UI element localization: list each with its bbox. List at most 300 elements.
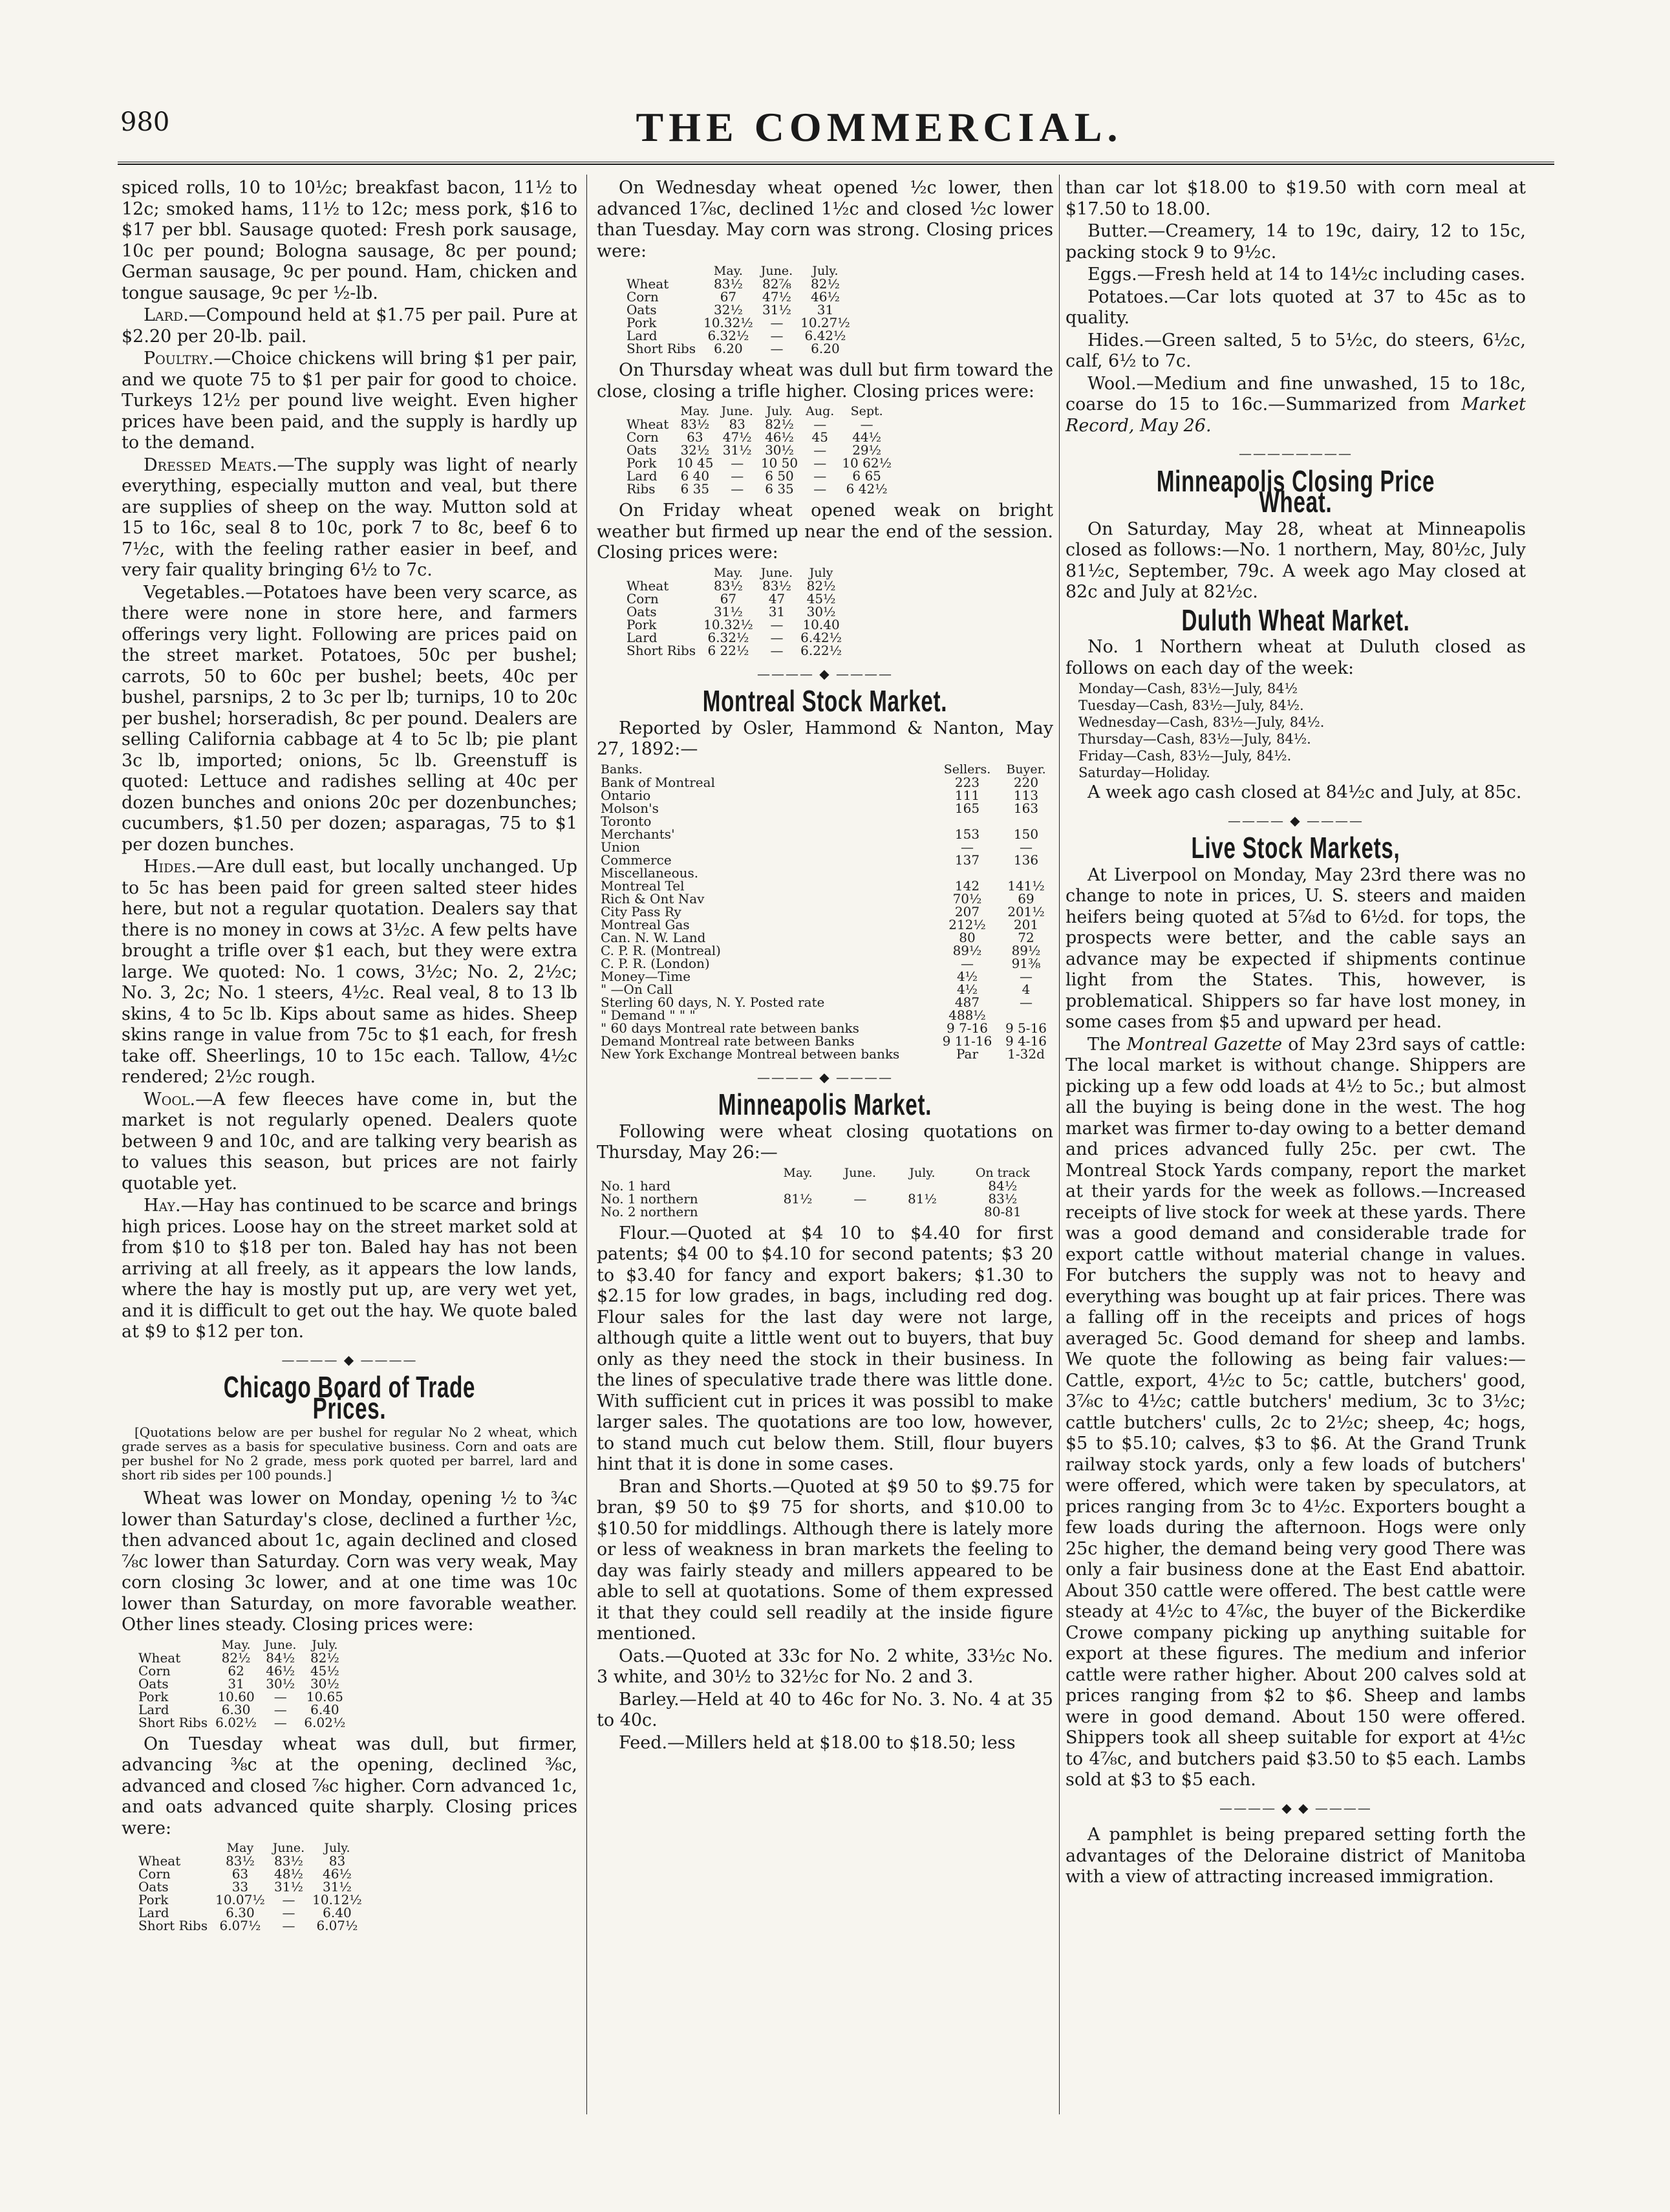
price-cell: — <box>853 1190 867 1207</box>
minneapolis-intro: Following were wheat closing quotations on Thursday, May 26:— <box>597 1121 1053 1163</box>
column-3 <box>1065 178 1526 1889</box>
price-cell: 10.60 <box>217 1688 255 1704</box>
table-row <box>134 1880 366 1893</box>
price-cell: — <box>770 341 784 356</box>
montreal-stock-table <box>597 763 1053 1060</box>
paragraph-hay <box>122 1196 577 1343</box>
price-cell: 69 <box>1018 890 1034 907</box>
price-cell: — <box>770 328 784 343</box>
price-cell: — <box>1020 994 1033 1010</box>
column-2 <box>597 178 1053 1755</box>
paragraph-liverpool: At Liverpool on Monday, May 23rd there was no change to note in prices, U. S. steers and maiden heifers being quoted at 5⅞d to 6½d. for tops, the prospects were better, and the cable says an advance may be expected if shipments continue light from the States. This, however, is problematical. Shippers so far have lost money, in some cases from $5 and upward per head. <box>1065 864 1526 1032</box>
price-cell: 6 42½ <box>846 481 888 497</box>
price-cell: 113 <box>1013 787 1039 803</box>
row-label: Pork <box>626 616 657 632</box>
price-cell: — <box>961 839 974 855</box>
row-label: Demand Montreal rate between Banks <box>601 1033 855 1049</box>
table-row <box>134 1854 366 1867</box>
price-cell: 45½ <box>806 590 836 607</box>
section-label: Wool. <box>144 1089 196 1110</box>
price-cell: 81½ <box>783 1190 813 1207</box>
price-cell: — <box>770 629 784 645</box>
table-row <box>134 1893 366 1906</box>
table-header-cell: Sellers. <box>943 762 991 777</box>
paragraph-text: —Are dull east, but locally unchanged. Up to 5c has been paid for green salted steer hides here, but not a regular quotation. Dealers say that there is no money in cows at 3½c. A few pelts have brought a trifle over $1 each, but they were extra large. We quoted: No. 1 cows, 3½c; No. 2, 2½c; No. 3, 2c; No. 1 steers, 4½c. Real veal, 8 to 13 lb skins, 4 to 5c lb. Kips about same as hides. Sheep skins range in value from 75c to $1 each, for fresh take off. Sheerlings, 10 to 15c each. Tallow, 4½c rendered; 2½c rough. <box>122 857 577 1087</box>
row-label: " Demand " " " <box>601 1007 696 1023</box>
price-cell: 80 <box>959 929 976 945</box>
table-header-cell: June. <box>264 1637 297 1652</box>
row-label: Corn <box>138 1662 171 1679</box>
price-cell: — <box>282 1918 295 1933</box>
price-cell: 33 <box>231 1879 249 1895</box>
table-row <box>134 1867 366 1880</box>
price-cell: 487 <box>954 994 980 1010</box>
price-cell: 4½ <box>956 968 978 984</box>
row-label: City Pass Ry <box>601 903 681 919</box>
table-row <box>597 905 1053 918</box>
price-cell: 32½ <box>680 442 710 458</box>
paragraph-text: —Millers held at $18.00 to $18.50; less <box>667 1732 1016 1753</box>
section-label: Barley. <box>619 1689 680 1710</box>
price-cell: — <box>282 1905 295 1920</box>
row-label: Corn <box>138 1866 171 1882</box>
page-number: 980 <box>120 107 170 137</box>
paragraph-text: —Quoted at 33c for No. 2 white, 33½c No. 3 white, and 30½ to 32½c for No. 2 and 3. <box>597 1646 1053 1687</box>
price-cell: 31 <box>228 1675 244 1691</box>
table-header-cell <box>134 1638 211 1651</box>
price-cell: 165 <box>954 800 980 816</box>
paragraph-feed <box>597 1733 1053 1754</box>
paragraph-butter: Butter.—Creamery, 14 to 19c, dairy, 12 to 15c, packing stock 9 to 9½c. <box>1065 221 1526 263</box>
paragraph: spiced rolls, 10 to 10½c; breakfast bacon, 11½ to 12c; smoked hams, 11½ to 12c; mess pork, $16 to $17 per bbl. Sausage quoted: Fresh pork sausage, 10c per pound; Bologna sausage, 8c per pound; German sausage, 9c per pound. Ham, chicken and tongue sausage, 9c per ½-lb. <box>122 178 577 303</box>
paragraph-duluth-intro: No. 1 Northern wheat at Duluth closed as follows on each day of the week: <box>1065 637 1526 678</box>
row-label: Short Ribs <box>626 341 696 356</box>
price-cell: — <box>813 442 827 458</box>
price-cell: 6 65 <box>852 468 881 484</box>
price-cell <box>999 866 1053 879</box>
row-label: Corn <box>626 590 659 607</box>
price-cell: 142 <box>954 877 980 894</box>
friday-price-table <box>623 566 846 657</box>
price-cell: 72 <box>1018 929 1034 945</box>
paragraph-potatoes: Potatoes.—Car lots quoted at 37 to 45c as to quality. <box>1065 286 1526 328</box>
section-separator: ———— ◆ ◆ ———— <box>1219 1799 1372 1816</box>
montreal-intro: Reported by Osler, Hammond & Nanton, May 27, 1892:— <box>597 718 1053 759</box>
table-row <box>597 944 1053 957</box>
table-row <box>597 892 1053 905</box>
paragraph-text: —Choice chickens will bring $1 per pair, and we quote 75 to $1 per pair for good to choice. Turkeys 12½ per pound live weight. Even higher prices have been paid, and the supply is hardly up to the demand. <box>122 349 577 453</box>
row-label: Lard <box>626 328 658 343</box>
paragraph-dressed-meats <box>122 455 577 581</box>
paragraph-text: —Potatoes have been very scarce, as there were none in store here, and farmers offerings very light. Following are prices paid on the street market. Potatoes, 50c per bushel; carrots, 50 to 60c per bushel; beets, 40c per bushel, parsnips, 2 to 3c per lb; turnips, 10 to 20c per bushel; horseradish, 8c per pound. Dealers are selling California cabbage at 4 to 5c lb; pie plant 3c lb, imported; onions, 5c lb. Greenstuff is quoted: Lettuce and radishes selling at 40c per dozen bunches and onions 20c per dozenbunches; cucumbers, $1.50 per dozen; asparagas, 75 to $1 per dozen bunches. <box>122 582 577 855</box>
row-label: Short Ribs <box>138 1714 208 1730</box>
paragraph-pamphlet: A pamphlet is being prepared setting forth the advantages of the Deloraine district of Manitoba with a view of attracting increased immigration. <box>1065 1825 1526 1887</box>
duluth-day-line: Wednesday—Cash, 83½—July, 84½. <box>1078 714 1325 730</box>
table-row <box>623 605 846 618</box>
price-cell: 83½ <box>226 1853 255 1869</box>
paragraph-text: —Compound held at $1.75 per pail. Pure at $2.20 per 20-lb. pail. <box>122 305 577 347</box>
price-cell: 82½ <box>765 416 794 432</box>
section-label: Bran and Shorts. <box>619 1476 773 1497</box>
paragraph-text: —Quoted at $9 50 to $9.75 for bran, $9 50 to $9 75 for shorts, and $10.00 to $10.50 for middlings. Although there is lately more or less of weakness in bran markets the feeling to day was fairly steady and millers appeared to be able to sell at quotations. Some of them expressed it that they could sell readily at the inside figure mentioned. <box>597 1476 1053 1644</box>
row-label: Oats <box>626 302 657 317</box>
price-cell: 10.32½ <box>703 315 753 330</box>
price-cell: 81½ <box>908 1190 937 1207</box>
table-row <box>597 815 1053 828</box>
price-cell: 83 <box>328 1853 346 1869</box>
price-cell: 82½ <box>221 1649 251 1666</box>
price-cell: 153 <box>954 826 980 842</box>
price-cell: 83½ <box>762 577 791 594</box>
table-header-cell: On track <box>975 1165 1030 1180</box>
row-label: Pork <box>626 455 657 471</box>
row-label: Molson's <box>601 800 659 816</box>
table-row <box>597 996 1053 1009</box>
table-row <box>134 1664 349 1677</box>
live-stock-heading: Live Stock Markets, <box>1191 831 1400 864</box>
price-cell: 10.12½ <box>312 1892 362 1907</box>
duluth-day-line: Thursday—Cash, 83½—July, 84½. <box>1078 731 1311 747</box>
table-header-row <box>623 566 846 579</box>
wednesday-price-table <box>623 264 854 355</box>
price-cell: 6.30 <box>221 1701 251 1717</box>
newspaper-name: Montreal Gazette <box>1126 1034 1283 1055</box>
price-cell: 6.07½ <box>219 1918 261 1933</box>
table-header-row <box>134 1638 349 1651</box>
table-header-cell: May. <box>713 264 743 278</box>
price-cell: 6.02½ <box>304 1714 346 1730</box>
table-row <box>623 618 846 631</box>
price-cell: — <box>731 481 744 497</box>
row-label: Oats <box>138 1879 169 1895</box>
price-cell <box>892 1179 952 1192</box>
row-label: C. P. R. (London) <box>601 955 710 971</box>
row-label: Pork <box>138 1892 169 1907</box>
row-label: Corn <box>626 289 659 305</box>
table-row <box>597 866 1053 879</box>
price-cell: 6.42½ <box>804 328 846 343</box>
table-row <box>623 303 854 316</box>
row-label: Ontario <box>601 787 651 803</box>
price-cell: — <box>273 1701 287 1717</box>
duluth-day-line: Monday—Cash, 83½—July, 84½ <box>1078 681 1298 696</box>
price-cell: 212½ <box>948 916 986 932</box>
table-row <box>623 277 854 290</box>
price-cell: 29½ <box>852 442 882 458</box>
row-label: Wheat <box>626 276 669 292</box>
price-cell: 83½ <box>274 1853 303 1869</box>
monday-price-table <box>134 1638 349 1729</box>
price-cell <box>768 1205 828 1218</box>
row-label: C. P. R. (Montreal) <box>601 942 721 958</box>
row-label: No. 1 hard <box>601 1177 671 1194</box>
paragraph-hides: Hides.—Green salted, 5 to 5½c, do steers, 6½c, calf, 6½ to 7c. <box>1065 330 1526 371</box>
row-label: Ribs <box>626 481 656 497</box>
table-header-cell: July <box>809 565 833 580</box>
table-header-cell: June. <box>760 264 793 278</box>
minneapolis-closing-heading: Minneapolis Closing Price Wheat. <box>1156 464 1435 519</box>
price-cell <box>999 1009 1053 1022</box>
price-cell: 31 <box>768 603 786 619</box>
price-cell: 30½ <box>310 1675 339 1691</box>
price-cell: 45½ <box>310 1662 339 1679</box>
table-row <box>597 841 1053 854</box>
price-cell: — <box>731 455 744 471</box>
price-cell: 9 4-16 <box>1005 1033 1047 1049</box>
price-cell: 46½ <box>266 1662 295 1679</box>
price-cell: 6.20 <box>714 341 743 356</box>
price-cell: 30½ <box>266 1675 295 1691</box>
table-row <box>623 418 895 431</box>
table-header-cell: Banks. <box>601 762 643 777</box>
table-header-cell: July. <box>766 404 793 418</box>
section-label: Feed. <box>619 1732 668 1753</box>
price-cell: 6.32½ <box>707 629 749 645</box>
row-label: Wheat <box>626 577 669 594</box>
price-cell: Par <box>956 1046 979 1062</box>
row-label: Short Ribs <box>138 1918 208 1933</box>
column-divider <box>586 175 587 2114</box>
section-label: Dressed Meats. <box>144 455 277 475</box>
table-row <box>623 431 895 444</box>
table-row <box>597 776 1053 789</box>
table-row <box>134 1651 349 1664</box>
price-cell: 4½ <box>956 981 978 997</box>
table-row <box>597 918 1053 931</box>
section-separator: ———————— <box>1239 446 1353 461</box>
table-row <box>597 1035 1053 1047</box>
section-label: Poultry. <box>144 349 214 369</box>
masthead-title: THE COMMERCIAL. <box>636 104 1123 150</box>
table-row <box>623 579 846 592</box>
row-label: Miscellaneous. <box>601 864 699 881</box>
price-cell: 4 <box>1022 981 1031 997</box>
row-label: Pork <box>626 315 657 330</box>
price-cell: 83½ <box>714 577 743 594</box>
row-label: " —On Call <box>601 981 673 997</box>
row-label: Oats <box>626 603 657 619</box>
table-row <box>134 1690 349 1703</box>
price-cell <box>999 815 1053 828</box>
price-cell: 10.32½ <box>703 616 753 632</box>
price-cell: — <box>1020 839 1033 855</box>
price-cell: 89½ <box>952 942 982 958</box>
price-cell: 84½ <box>988 1177 1018 1194</box>
table-header-cell: Aug. <box>806 404 835 418</box>
price-cell: 6.07½ <box>316 1918 358 1933</box>
table-row <box>134 1906 366 1919</box>
duluth-day-line: Saturday—Holiday. <box>1078 765 1210 780</box>
price-cell: 1-32d <box>1007 1046 1045 1062</box>
paragraph: than car lot $18.00 to $19.50 with corn meal at $17.50 to 18.00. <box>1065 178 1526 219</box>
section-separator: ———— ◆ ———— <box>756 1069 894 1085</box>
price-cell: 10 62½ <box>842 455 892 471</box>
table-row <box>623 444 895 456</box>
price-cell: 31½ <box>274 1879 303 1895</box>
table-header-row <box>134 1842 366 1854</box>
price-cell: 83 <box>729 416 745 432</box>
table-row <box>597 1009 1053 1022</box>
table-row <box>623 290 854 303</box>
section-label: Hides. <box>144 857 197 877</box>
duluth-day-line: Tuesday—Cash, 83½—July, 84½. <box>1078 698 1304 713</box>
row-label: Lard <box>626 629 658 645</box>
price-cell: 136 <box>1013 852 1039 868</box>
column-1 <box>122 178 577 1937</box>
price-cell: 6.40 <box>323 1905 352 1920</box>
table-header-cell: May. <box>713 565 743 580</box>
paragraph-eggs: Eggs.—Fresh held at 14 to 14½c including cases. <box>1087 264 1526 285</box>
table-header-row <box>623 405 895 418</box>
table-row <box>597 1047 1053 1060</box>
price-cell: 150 <box>1013 826 1039 842</box>
table-row <box>623 631 846 644</box>
price-cell: 31½ <box>722 442 752 458</box>
chicago-heading: Chicago Board of Trade Prices. <box>223 1370 476 1425</box>
table-header-cell: June. <box>760 565 793 580</box>
table-row <box>597 802 1053 815</box>
price-cell: 83½ <box>714 276 743 292</box>
section-label: Oats. <box>619 1646 665 1666</box>
table-row <box>623 329 854 342</box>
price-cell: 47 <box>768 590 786 607</box>
price-cell: 6 50 <box>765 468 794 484</box>
price-cell: — <box>273 1688 287 1704</box>
paragraph-text: —Held at 40 to 46c for No. 3. No. 4 at 35 to 40c. <box>597 1689 1053 1730</box>
price-cell: 207 <box>954 903 980 919</box>
duluth-heading: Duluth Wheat Market. <box>1181 603 1410 637</box>
table-row <box>597 970 1053 983</box>
table-row <box>597 789 1053 802</box>
paragraph-oats <box>597 1646 1053 1688</box>
price-cell: 10.65 <box>306 1688 343 1704</box>
table-header-cell <box>623 566 700 579</box>
price-cell: 163 <box>1013 800 1039 816</box>
row-label: Sterling 60 days, N. Y. Posted rate <box>601 994 825 1010</box>
price-cell: 82½ <box>811 276 840 292</box>
table-header-cell: May. <box>680 404 710 418</box>
price-cell: 67 <box>720 590 737 607</box>
row-label: Rich & Ont Nav <box>601 890 705 907</box>
montreal-heading: Montreal Stock Market. <box>702 684 948 718</box>
row-label: Montreal Gas <box>601 916 690 932</box>
price-cell <box>828 1179 892 1192</box>
table-header-cell <box>597 1166 768 1179</box>
paragraph-text: —The supply was light of nearly everything, especially mutton and veal, but there are supplies of sheep on the way. Mutton sold at 15 to 16c, seal 8 to 10c, pork 7 to 8c, beef 6 to 7½c, with the feeling rather easier in beef, and very fair quality bringing 6½ to 7c. <box>122 455 577 580</box>
price-cell: 32½ <box>714 302 743 317</box>
paragraph-text: —A few fleeces have come in, but the market is not regularly opened. Dealers quote between 9 and 10c, and are talking very bearish as to values this season, but prices are not fairly quotable yet. <box>122 1089 577 1194</box>
table-header-cell <box>134 1842 211 1854</box>
price-cell: — <box>813 481 827 497</box>
price-cell: 46½ <box>323 1866 352 1882</box>
paragraph-wool <box>122 1090 577 1195</box>
price-cell: 10 45 <box>676 455 714 471</box>
section-separator: ———— ◆ ———— <box>281 1351 418 1368</box>
paragraph-text: Wool.—Medium and fine unwashed, 15 to 18c, coarse do 15 to 16c.—Summarized from <box>1065 373 1526 414</box>
price-cell: — <box>282 1892 295 1907</box>
table-row <box>623 469 895 482</box>
table-row <box>597 1179 1053 1192</box>
row-label: Wheat <box>138 1649 181 1666</box>
paragraph-thursday: On Thursday wheat was dull but firm toward the close, closing a trifle higher. Closing prices were: <box>597 360 1053 402</box>
table-header-cell: May. <box>221 1637 251 1652</box>
table-header-cell: May <box>226 1841 254 1855</box>
table-row <box>597 828 1053 841</box>
row-label: Pork <box>138 1688 169 1704</box>
row-label: Union <box>601 839 641 855</box>
price-cell: 44½ <box>852 429 882 445</box>
paragraph-lard <box>122 305 577 347</box>
price-cell: 111 <box>954 787 980 803</box>
tuesday-price-table <box>134 1842 366 1932</box>
price-cell: 10.27½ <box>800 315 850 330</box>
thursday-price-table <box>623 405 895 495</box>
table-header-cell: June. <box>721 404 753 418</box>
row-label: Can. N. W. Land <box>601 929 706 945</box>
price-cell: 46½ <box>811 289 840 305</box>
table-row <box>597 1022 1053 1035</box>
table-row <box>623 482 895 495</box>
price-cell: 82½ <box>806 577 836 594</box>
price-cell <box>936 866 999 879</box>
paragraph-tuesday: On Tuesday wheat was dull, but firmer, advancing ⅜c at the opening, declined ⅜c, advanced and closed ⅞c higher. Corn advanced 1c, and oats advanced quite sharply. Closing prices were: <box>122 1734 577 1838</box>
price-cell: 201½ <box>1007 903 1045 919</box>
table-row <box>623 644 846 657</box>
price-cell: 31½ <box>323 1879 352 1895</box>
table-row <box>134 1703 349 1716</box>
paragraph-wool <box>1065 374 1526 437</box>
section-label: Flour. <box>619 1223 670 1243</box>
paragraph-vegetables <box>122 583 577 856</box>
price-cell: 83½ <box>988 1190 1018 1207</box>
price-cell: 47½ <box>722 429 752 445</box>
price-cell: 6.02½ <box>215 1714 257 1730</box>
price-cell: 82½ <box>310 1649 339 1666</box>
paragraph-text: —Quoted at $4 10 to $4.40 for first patents; $4 00 to $4.10 for second patents; $3 20 to $3.40 for fancy and export bakers; $1.30 to $2.15 for low grades, in bags, including red dog. Flour sales for the last day were not large, although quite a little went out to buyers, that buy only as they need the stock in their business. In the lines of speculative trade there was little done. With sufficient cut in prices it was possibl to make larger sales. The quotations are too low, however, to stand much cut below them. Still, flour buyers hint that it is done in some cases. <box>597 1223 1053 1474</box>
price-cell: — <box>813 455 827 471</box>
row-label: Oats <box>626 442 657 458</box>
paragraph-text: —Hay has continued to be scarce and brings high prices. Loose hay on the street market sold at from $10 to $18 per ton. Baled hay has not been arriving at all freely, as it appears the low lands, where the hay is mostly put up, are very wet yet, and it is difficult to get out the hay. We quote baled at $9 to $12 per ton. <box>122 1196 577 1342</box>
table-header-cell: Buyer. <box>1006 762 1046 777</box>
price-cell: 223 <box>954 774 980 790</box>
paragraph-minneapolis-closing: On Saturday, May 28, wheat at Minneapolis closed as follows:—No. 1 northern, May, 80½c, July 81½c, September, 79c. A week ago May closed at 82c and July at 82½c. <box>1065 519 1526 602</box>
table-header-cell: Sept. <box>850 404 883 418</box>
price-cell: — <box>273 1714 287 1730</box>
price-cell: 84½ <box>266 1649 295 1666</box>
price-cell: 9 7-16 <box>946 1020 988 1036</box>
row-label: Oats <box>138 1675 169 1691</box>
price-cell: 31 <box>817 302 834 317</box>
source-citation: Market Record, May 26. <box>1065 394 1526 436</box>
section-separator: ———— ◆ ———— <box>756 665 894 682</box>
minneapolis-heading: Minneapolis Market. <box>718 1088 932 1121</box>
paragraph-wednesday: On Wednesday wheat opened ½c lower, then advanced 1⅞c, declined 1½c and closed ½c lower than Tuesday. May corn was strong. Closing prices were: <box>597 178 1053 261</box>
price-cell: 10 50 <box>760 455 798 471</box>
table-header-cell: July. <box>324 1841 350 1855</box>
row-label: Bank of Montreal <box>601 774 715 790</box>
price-cell: — <box>860 416 873 432</box>
price-cell: 30½ <box>765 442 794 458</box>
price-cell: — <box>770 315 784 330</box>
paragraph-friday: On Friday wheat opened weak on bright weather but firmed up near the end of the session. Closing prices were: <box>597 500 1053 563</box>
price-cell: 47½ <box>762 289 791 305</box>
table-header-cell: June. <box>844 1165 876 1180</box>
row-label: Lard <box>626 468 658 484</box>
price-cell: 9 5-16 <box>1005 1020 1047 1036</box>
table-row <box>134 1677 349 1690</box>
chicago-note: [Quotations below are per bushel for regular No 2 wheat, which grade serves as a basis for speculative business. Corn and oats are per bushel for No 2 grade, mess pork quoted per barrel, lard and short rib sides per 100 pounds.] <box>122 1424 577 1483</box>
paragraph-montreal-cattle <box>1065 1035 1526 1791</box>
